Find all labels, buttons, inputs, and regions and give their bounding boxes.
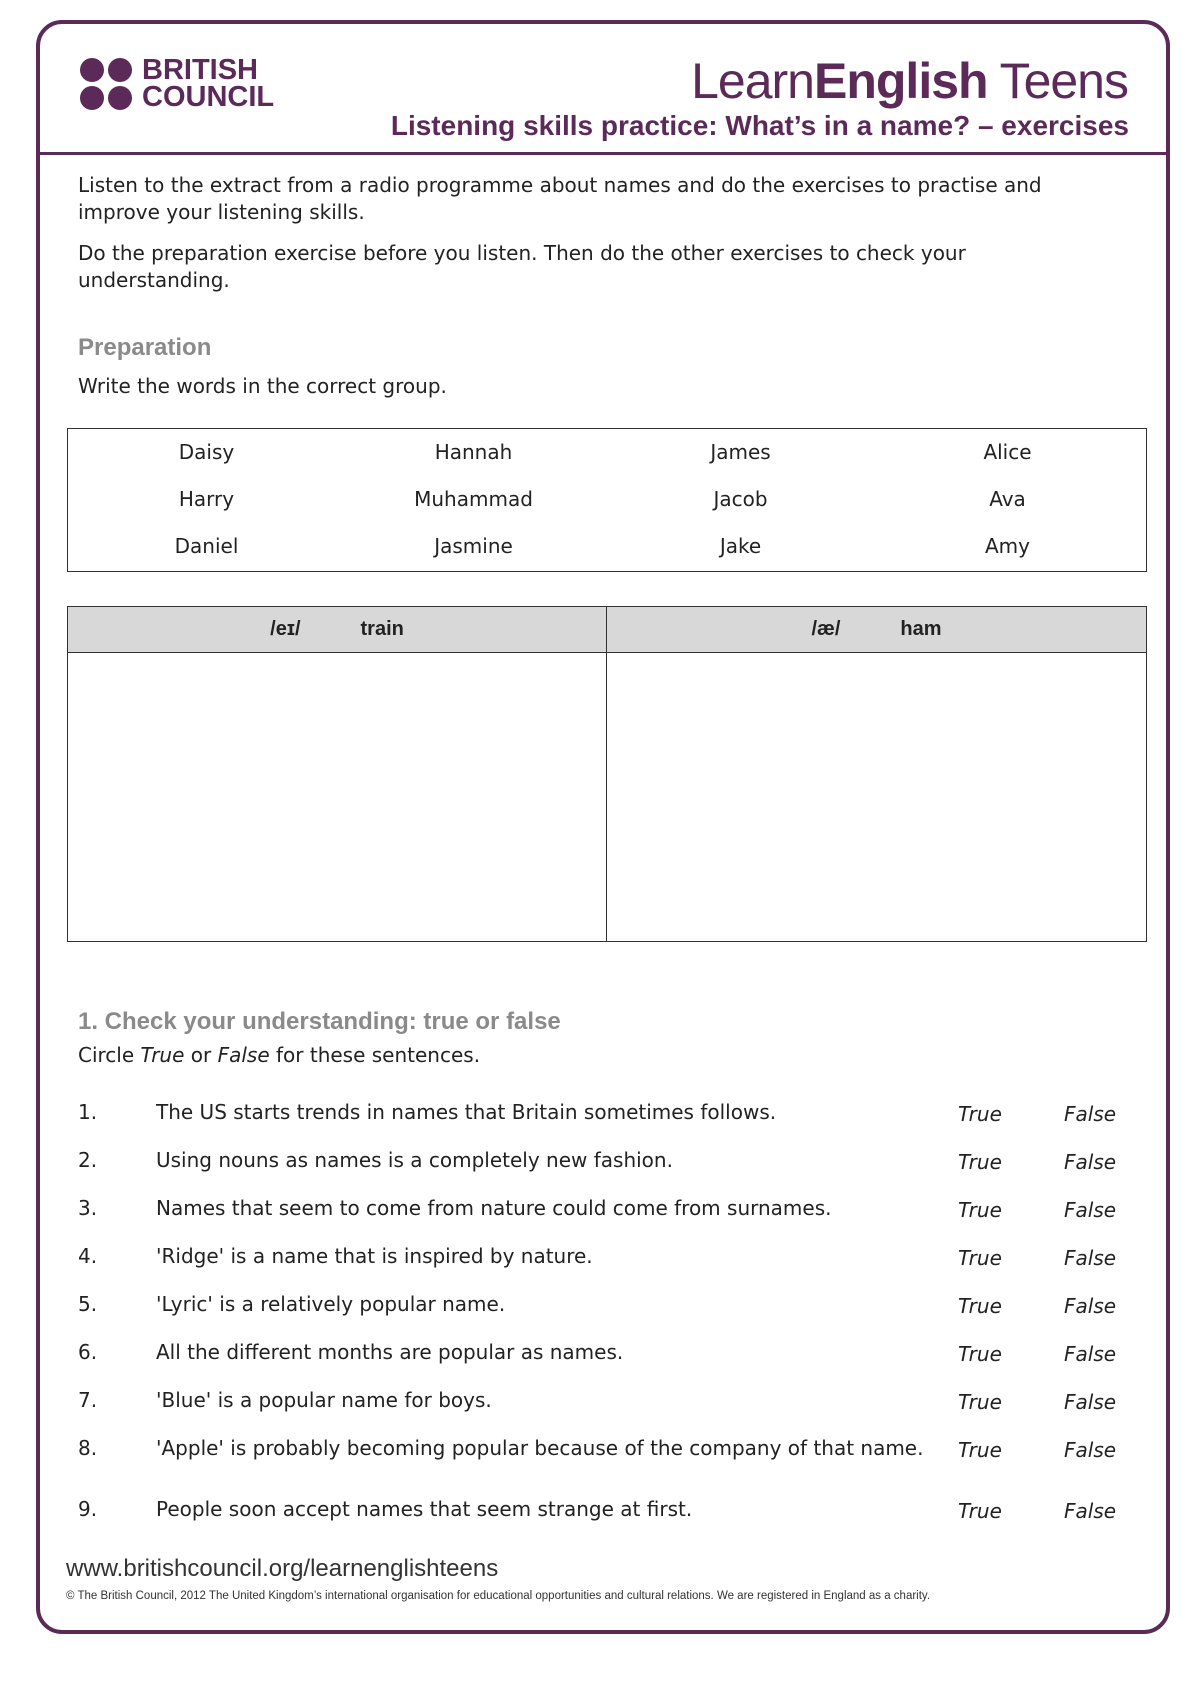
false-option[interactable]: False <box>1064 1294 1117 1318</box>
column-header-ae <box>607 607 1146 653</box>
column-symbol: /eɪ/ <box>270 618 301 640</box>
false-option[interactable]: False <box>1064 1246 1117 1270</box>
false-option[interactable]: False <box>1064 1499 1117 1523</box>
document-title: Listening skills practice: What’s in a name? – exercises <box>390 110 1129 141</box>
true-option[interactable]: True <box>958 1499 1002 1523</box>
true-option[interactable]: True <box>958 1198 1002 1222</box>
brand-teens: Teens <box>987 53 1128 109</box>
word-item: Amy <box>985 534 1030 558</box>
question-number: 2. <box>78 1148 98 1172</box>
word-item: Hannah <box>434 440 513 464</box>
false-option[interactable]: False <box>1064 1438 1117 1462</box>
answer-area-ae[interactable] <box>607 653 1146 941</box>
question-text: People soon accept names that seem strange at first. <box>156 1497 693 1521</box>
question-number: 6. <box>78 1340 98 1364</box>
instruction-text: for these sentences. <box>269 1043 481 1067</box>
footer-url[interactable]: www.britishcouncil.org/learnenglishteens <box>66 1555 499 1582</box>
header-divider <box>38 152 1168 155</box>
word-item: Alice <box>983 440 1032 464</box>
question-row <box>78 1388 1138 1436</box>
logo-line-1: BRITISH <box>142 54 258 86</box>
question-row <box>78 1196 1138 1244</box>
word-item: Daniel <box>174 534 239 558</box>
exercise-1-heading: 1. Check your understanding: true or false <box>78 1008 561 1035</box>
question-text: Names that seem to come from nature could come from surnames. <box>156 1196 832 1220</box>
learnenglish-teens-brand <box>691 52 1128 110</box>
true-option[interactable]: True <box>958 1390 1002 1414</box>
instruction-text: Circle <box>78 1043 141 1067</box>
false-option[interactable]: False <box>1064 1390 1117 1414</box>
question-number: 7. <box>78 1388 98 1412</box>
brand-learn: Learn <box>691 53 814 109</box>
word-box <box>67 428 1147 572</box>
logo-dots-icon <box>80 58 132 110</box>
word-item: Ava <box>989 487 1026 511</box>
word-item: Jake <box>719 534 762 558</box>
sorting-table <box>67 606 1147 942</box>
word-grid <box>68 429 1146 576</box>
true-option[interactable]: True <box>958 1246 1002 1270</box>
false-option[interactable]: False <box>1064 1102 1117 1126</box>
false-option[interactable]: False <box>1064 1198 1117 1222</box>
exercise-1-instruction <box>78 1042 1118 1069</box>
british-council-logo <box>80 54 275 113</box>
question-row <box>78 1292 1138 1340</box>
question-number: 9. <box>78 1497 98 1521</box>
question-row <box>78 1497 1138 1545</box>
logo-line-2: COUNCIL <box>142 81 275 113</box>
question-text: 'Apple' is probably becoming popular because of the company of that name. <box>156 1436 924 1460</box>
answer-area-ei[interactable] <box>68 653 607 941</box>
column-example: ham <box>900 618 942 640</box>
column-header-ei <box>68 607 607 653</box>
word-item: Harry <box>178 487 235 511</box>
true-option[interactable]: True <box>958 1438 1002 1462</box>
question-text: 'Lyric' is a relatively popular name. <box>156 1292 506 1316</box>
question-number: 1. <box>78 1100 98 1124</box>
question-number: 5. <box>78 1292 98 1316</box>
true-option[interactable]: True <box>958 1102 1002 1126</box>
instruction-text: or <box>184 1043 218 1067</box>
word-item: Jasmine <box>434 534 513 558</box>
footer-copyright: © The British Council, 2012 The United Kingdom’s international organisation for educational opportunities and cultural relations. We are registered in England as a charity. <box>66 1590 931 1602</box>
column-symbol: /æ/ <box>811 618 841 640</box>
question-text: 'Blue' is a popular name for boys. <box>156 1388 492 1412</box>
question-text: 'Ridge' is a name that is inspired by nature. <box>156 1244 593 1268</box>
preparation-heading: Preparation <box>78 334 212 361</box>
question-number: 8. <box>78 1436 98 1460</box>
true-option[interactable]: True <box>958 1294 1002 1318</box>
question-row <box>78 1436 1138 1497</box>
word-item: James <box>710 440 771 464</box>
intro-paragraph-2: Do the preparation exercise before you listen. Then do the other exercises to check your understanding. <box>78 241 966 292</box>
true-option[interactable]: True <box>958 1150 1002 1174</box>
question-number: 3. <box>78 1196 98 1220</box>
word-item: Jacob <box>713 487 768 511</box>
false-option[interactable]: False <box>1064 1150 1117 1174</box>
word-item: Muhammad <box>414 487 533 511</box>
question-text: Using nouns as names is a completely new fashion. <box>156 1148 673 1172</box>
preparation-instruction: Write the words in the correct group. <box>78 374 447 398</box>
instruction-false: False <box>217 1043 270 1067</box>
instruction-true: True <box>140 1043 185 1067</box>
question-number: 4. <box>78 1244 98 1268</box>
word-item: Daisy <box>178 440 235 464</box>
question-row <box>78 1244 1138 1292</box>
question-text: The US starts trends in names that Britain sometimes follows. <box>156 1100 777 1124</box>
true-option[interactable]: True <box>958 1342 1002 1366</box>
logo-text <box>142 54 275 113</box>
intro-paragraph-1: Listen to the extract from a radio programme about names and do the exercises to practise and improve your listening skills. <box>78 173 1042 224</box>
false-option[interactable]: False <box>1064 1342 1117 1366</box>
question-text: All the different months are popular as names. <box>156 1340 624 1364</box>
question-row <box>78 1148 1138 1196</box>
brand-english: English <box>814 53 988 109</box>
question-list <box>78 1100 1138 1545</box>
question-row <box>78 1340 1138 1388</box>
column-example: train <box>360 618 404 640</box>
question-row <box>78 1100 1138 1148</box>
